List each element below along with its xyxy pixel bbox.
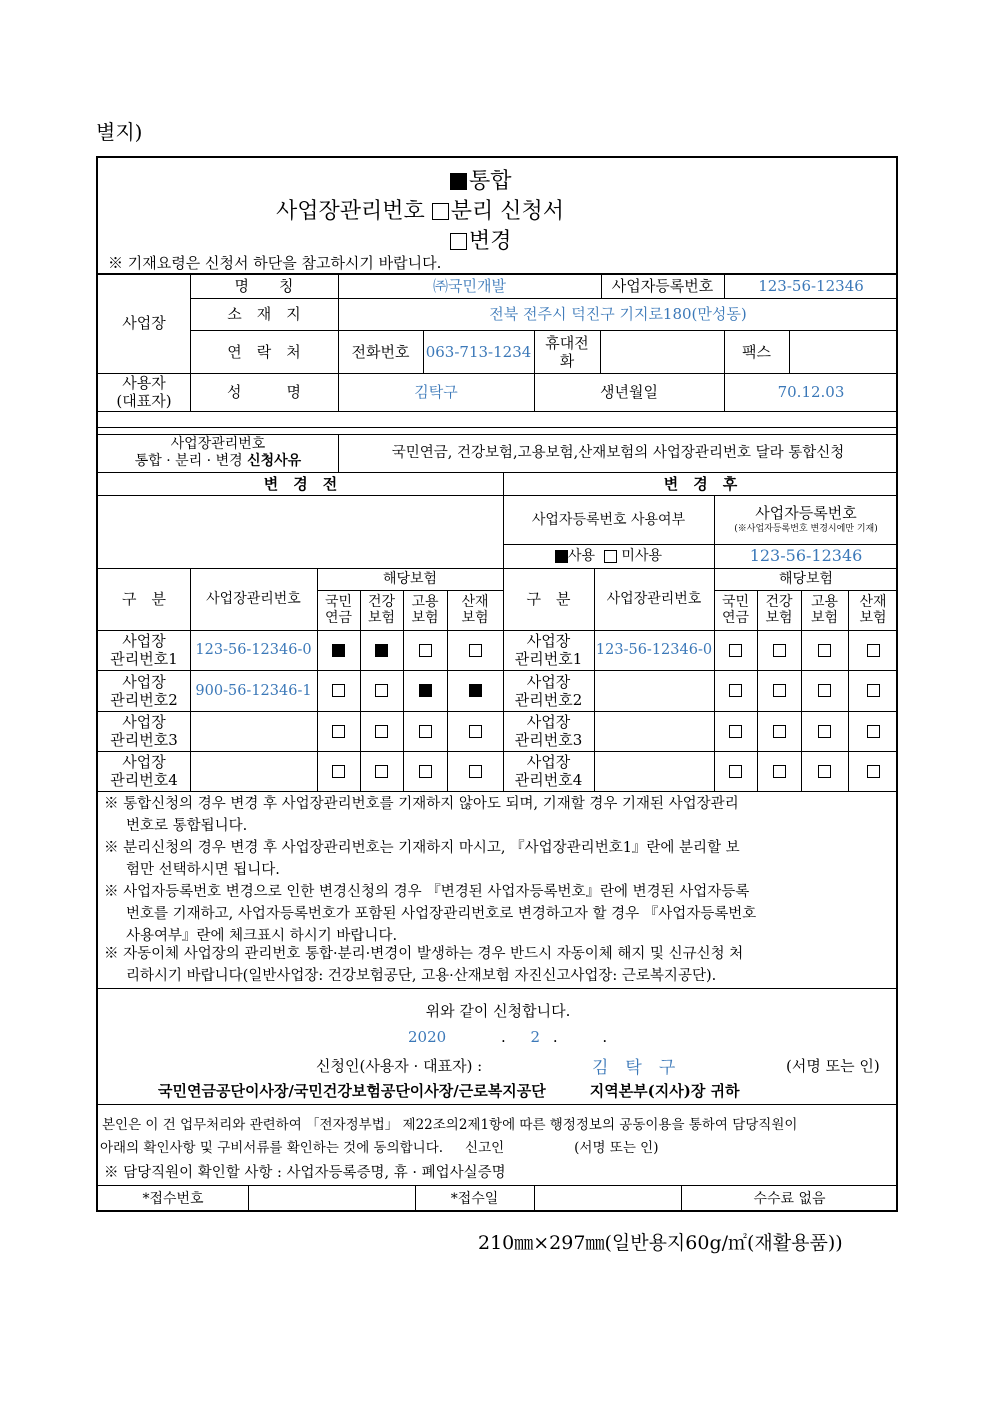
- insurance-checkbox[interactable]: [867, 765, 880, 778]
- after-insurance-cell: [848, 711, 898, 751]
- fax-label: 팩스: [742, 342, 771, 361]
- applicant-label: 신청인(사용자 · 대표자) :: [316, 1057, 483, 1075]
- dob-label: 생년월일: [600, 383, 658, 401]
- insurance-checkbox[interactable]: [818, 765, 831, 778]
- statement: 위와 같이 신청합니다.: [425, 1002, 571, 1020]
- before-insurance-cell: [317, 711, 360, 751]
- application-form: [96, 156, 898, 1212]
- after-mgmt-no[interactable]: [594, 670, 714, 711]
- insurance-checkbox[interactable]: [332, 765, 345, 778]
- reg-use-options: 사용 미사용: [503, 544, 714, 568]
- before-row-label: 사업장 관리번호3: [110, 713, 178, 749]
- addressee: 국민연금공단이사장/국민건강보험공단이사장/근로복지공단 지역본부(지사)장 귀하: [158, 1082, 740, 1100]
- after-reg-label: 사업자등록번호 (※사업자등록번호 변경시에만 기재): [734, 503, 878, 534]
- insurance-checkbox[interactable]: [773, 684, 786, 697]
- before-insurance-cell: [447, 711, 503, 751]
- insurance-checkbox[interactable]: [818, 684, 831, 697]
- integrate-checkbox[interactable]: [450, 173, 467, 190]
- before-insurance-cell: [403, 751, 447, 791]
- note-line: 사용여부』란에 체크표시 하시기 바랍니다.: [126, 928, 398, 944]
- before-insurance-cell: [447, 630, 503, 670]
- insurance-checkbox[interactable]: [419, 725, 432, 738]
- note-line: ※ 분리신청의 경우 변경 후 사업장관리번호는 기재하지 마시고, 『사업장관리번호1』란에 분리할 보: [104, 840, 740, 856]
- mgmt-no-header-after: 사업장관리번호: [606, 591, 702, 607]
- insurance-checkbox[interactable]: [332, 725, 345, 738]
- note-line: 리하시기 바랍니다(일반사업장: 건강보험공단, 고용·산재보험 자진신고사업장: 근로복지공단).: [126, 968, 717, 984]
- use-yes-checkbox[interactable]: [555, 550, 568, 563]
- after-insurance-cell: [757, 751, 801, 791]
- after-mgmt-no[interactable]: 123-56-12346-0: [595, 642, 713, 658]
- fax-value[interactable]: [789, 330, 898, 373]
- use-no-checkbox[interactable]: [604, 550, 617, 563]
- insurance-checkbox[interactable]: [469, 765, 482, 778]
- name-label: 명 칭: [234, 276, 294, 295]
- division-header-before: 구 분: [122, 590, 166, 608]
- form-label: 별지): [96, 120, 143, 144]
- insurance-type-header: 산재 보험: [461, 594, 489, 626]
- before-mgmt-no[interactable]: 123-56-12346-0: [195, 642, 312, 658]
- insurance-type-header: 건강 보험: [367, 594, 396, 626]
- insurance-header-after: 해당보험: [778, 571, 834, 587]
- insurance-checkbox[interactable]: [818, 725, 831, 738]
- insurance-checkbox[interactable]: [773, 644, 786, 657]
- before-row-label: 사업장 관리번호2: [110, 672, 178, 709]
- insurance-checkbox[interactable]: [332, 644, 345, 657]
- title-option-integrate: 통합: [450, 164, 512, 195]
- receipt-no-label: *접수번호: [142, 1190, 204, 1207]
- before-row-label: 사업장 관리번호4: [110, 753, 178, 789]
- phone-value[interactable]: 063-713-1234: [425, 342, 532, 361]
- insurance-checkbox[interactable]: [375, 684, 388, 697]
- insurance-type-header: 산재 보험: [859, 594, 887, 626]
- fee-label: 수수료 없음: [753, 1190, 826, 1207]
- applicant-name[interactable]: 김 탁 구: [592, 1058, 676, 1078]
- insurance-type-header: 국민 연금: [721, 594, 750, 626]
- after-insurance-cell: [757, 670, 801, 711]
- insurance-checkbox[interactable]: [375, 765, 388, 778]
- after-insurance-cell: [801, 711, 848, 751]
- check-items: ※ 담당직원이 확인할 사항 : 사업자등록증명, 휴 · 폐업사실증명: [104, 1165, 506, 1181]
- mobile-label: 휴대전 화: [545, 333, 589, 370]
- before-insurance-cell: [447, 751, 503, 791]
- paper-spec: 210㎜×297㎜(일반용지60g/㎡(재활용품)): [478, 1232, 843, 1254]
- receipt-date-value[interactable]: [534, 1185, 681, 1212]
- before-insurance-cell: [403, 630, 447, 670]
- insurance-checkbox[interactable]: [419, 684, 432, 697]
- note-line: ※ 통합신청의 경우 변경 후 사업장관리번호를 기재하지 않아도 되며, 기재할 경우 기재된 사업장관리: [104, 796, 739, 812]
- note-line: ※ 자동이체 사업장의 관리번호 통합·분리·변경이 발생하는 경우 반드시 자동이체 해지 및 신규신청 처: [104, 946, 744, 962]
- before-header: 변 경 전: [263, 474, 338, 493]
- after-row-label: 사업장 관리번호2: [514, 672, 583, 709]
- division-header-after: 구 분: [526, 590, 571, 608]
- before-insurance-cell: [317, 670, 360, 711]
- insurance-checkbox[interactable]: [729, 765, 742, 778]
- insurance-checkbox[interactable]: [867, 725, 880, 738]
- insurance-type-header: 고용 보험: [411, 594, 439, 626]
- receipt-date-label: *접수일: [450, 1190, 499, 1207]
- insurance-checkbox[interactable]: [469, 644, 482, 657]
- after-insurance-cell: [848, 670, 898, 711]
- after-insurance-cell: [757, 630, 801, 670]
- contact-label: 연 락 처: [227, 342, 301, 361]
- business-name[interactable]: ㈜국민개발: [433, 276, 506, 295]
- before-insurance-cell: [317, 630, 360, 670]
- insurance-header-before: 해당보험: [382, 571, 438, 587]
- insurance-checkbox[interactable]: [729, 684, 742, 697]
- note-line: 번호를 기재하고, 사업자등록번호가 포함된 사업장관리번호로 변경하고자 할 경우 『사업자등록번호: [126, 906, 757, 922]
- after-insurance-cell: [714, 751, 757, 791]
- rep-name-label: 성 명: [227, 383, 301, 401]
- title-option-change: 변경: [450, 224, 512, 255]
- before-insurance-cell: [360, 711, 403, 751]
- reg-no-label: 사업자등록번호: [611, 276, 714, 295]
- form-title: 사업장관리번호 분리 신청서: [276, 199, 565, 224]
- insurance-type-header: 건강 보험: [765, 594, 793, 626]
- after-insurance-cell: [848, 751, 898, 791]
- after-insurance-cell: [714, 630, 757, 670]
- before-mgmt-no[interactable]: [190, 711, 317, 751]
- after-row-label: 사업장 관리번호1: [514, 632, 583, 668]
- insurance-checkbox[interactable]: [375, 725, 388, 738]
- after-insurance-cell: [801, 630, 848, 670]
- after-header: 변 경 후: [663, 474, 738, 493]
- reg-use-label: 사업자등록번호 사용여부: [531, 511, 686, 528]
- consent-line-1: 본인은 이 건 업무처리와 관련하여 「전자정부법」 제22조의2제1항에 따른 행정정보의 공동이용을 통하여 담당직원이: [102, 1117, 798, 1133]
- after-reg-value[interactable]: 123-56-12346: [749, 546, 863, 565]
- after-mgmt-no[interactable]: [594, 711, 714, 751]
- representative-label: 사용자 (대표자): [116, 374, 172, 410]
- before-insurance-cell: [360, 630, 403, 670]
- insurance-checkbox[interactable]: [818, 644, 831, 657]
- before-mgmt-no[interactable]: [190, 751, 317, 791]
- receipt-no-value[interactable]: [248, 1185, 415, 1212]
- after-mgmt-no[interactable]: [594, 751, 714, 791]
- insurance-checkbox[interactable]: [729, 725, 742, 738]
- address-value[interactable]: 전북 전주시 덕진구 기지로180(만성동): [489, 305, 747, 323]
- sign-note: (서명 또는 인): [786, 1057, 880, 1075]
- before-mgmt-no[interactable]: 900-56-12346-1: [195, 682, 312, 699]
- insurance-checkbox[interactable]: [729, 644, 742, 657]
- after-row-label: 사업장 관리번호4: [514, 753, 583, 789]
- before-insurance-cell: [360, 670, 403, 711]
- before-row-label: 사업장 관리번호1: [110, 632, 178, 668]
- note-line: ※ 사업자등록번호 변경으로 인한 변경신청의 경우 『변경된 사업자등록번호』란에 변경된 사업자등록: [104, 884, 750, 900]
- insurance-checkbox[interactable]: [469, 684, 482, 697]
- after-row-label: 사업장 관리번호3: [514, 713, 583, 749]
- insurance-checkbox[interactable]: [419, 765, 432, 778]
- address-label: 소 재 지: [227, 305, 301, 323]
- insurance-checkbox[interactable]: [332, 684, 345, 697]
- before-insurance-cell: [447, 670, 503, 711]
- insurance-checkbox[interactable]: [375, 644, 388, 657]
- mobile-value[interactable]: [600, 330, 724, 373]
- after-insurance-cell: [848, 630, 898, 670]
- insurance-checkbox[interactable]: [867, 684, 880, 697]
- reason-text[interactable]: 국민연금, 건강보험,고용보험,산재보험의 사업장관리번호 달라 통합신청: [391, 445, 845, 461]
- application-date[interactable]: 2020 . 2 . .: [408, 1028, 608, 1046]
- after-insurance-cell: [801, 751, 848, 791]
- insurance-checkbox[interactable]: [419, 644, 432, 657]
- reason-label: 사업장관리번호 통합 · 분리 · 변경 신청사유: [134, 436, 302, 469]
- business-section-label: 사업장: [122, 314, 166, 332]
- mgmt-no-header-before: 사업장관리번호: [206, 591, 301, 607]
- after-insurance-cell: [714, 711, 757, 751]
- split-checkbox[interactable]: [432, 203, 449, 220]
- before-insurance-cell: [360, 751, 403, 791]
- after-insurance-cell: [801, 670, 848, 711]
- note-line: 번호로 통합됩니다.: [126, 818, 248, 834]
- insurance-checkbox[interactable]: [469, 725, 482, 738]
- after-insurance-cell: [714, 670, 757, 711]
- instruction: ※ 기재요령은 신청서 하단을 참고하시기 바랍니다.: [108, 254, 442, 272]
- phone-label: 전화번호: [351, 342, 410, 361]
- insurance-checkbox[interactable]: [867, 644, 880, 657]
- insurance-checkbox[interactable]: [773, 765, 786, 778]
- consent-line-2: 아래의 확인사항 및 구비서류를 확인하는 것에 동의합니다. 신고인 (서명 또는 인): [100, 1140, 659, 1156]
- change-checkbox[interactable]: [450, 233, 467, 250]
- insurance-checkbox[interactable]: [773, 725, 786, 738]
- before-insurance-cell: [317, 751, 360, 791]
- before-insurance-cell: [403, 670, 447, 711]
- before-insurance-cell: [403, 711, 447, 751]
- note-line: 험만 선택하시면 됩니다.: [126, 862, 280, 878]
- after-insurance-cell: [757, 711, 801, 751]
- insurance-type-header: 고용 보험: [810, 594, 839, 626]
- reg-no-value[interactable]: 123-56-12346: [758, 276, 864, 295]
- insurance-type-header: 국민 연금: [324, 594, 353, 626]
- rep-name[interactable]: 김탁구: [414, 383, 458, 401]
- dob-value[interactable]: 70.12.03: [777, 383, 845, 401]
